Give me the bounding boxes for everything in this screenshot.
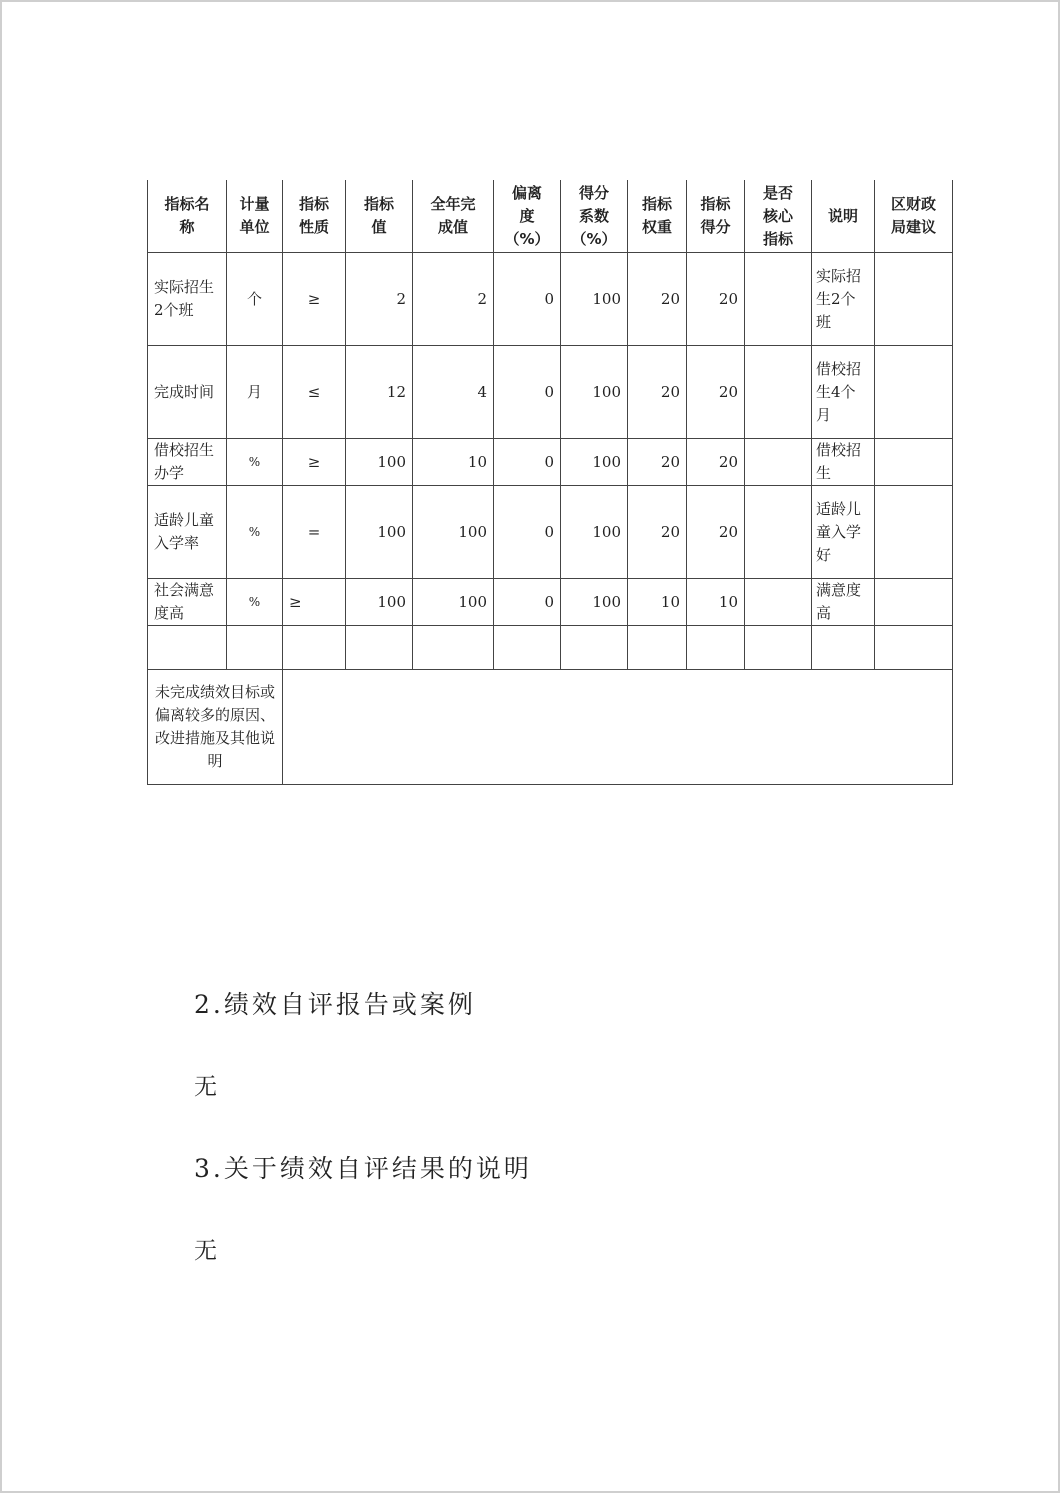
row-nature-cell: = bbox=[283, 486, 346, 579]
empty-cell bbox=[875, 626, 953, 670]
column-header-line: 指标 bbox=[700, 195, 731, 213]
row-nature-cell: ≥ bbox=[283, 439, 346, 486]
column-header-line: 指标 bbox=[363, 195, 394, 213]
column-header-line: 指标名 bbox=[164, 195, 210, 213]
column-header bbox=[687, 180, 745, 253]
row-note-cell: 借校招生4个月 bbox=[812, 346, 875, 439]
empty-cell bbox=[628, 626, 687, 670]
row-score-cell: 20 bbox=[687, 439, 745, 486]
column-header-line: 系数 bbox=[578, 206, 609, 225]
empty-cell bbox=[494, 626, 561, 670]
row-actual-cell: 10 bbox=[413, 439, 494, 486]
table-row bbox=[148, 253, 953, 346]
row-unit-cell: % bbox=[227, 439, 283, 486]
empty-cell bbox=[561, 626, 628, 670]
column-header-line: 指标 bbox=[762, 229, 793, 248]
column-header bbox=[346, 180, 413, 253]
row-deviation-cell: 0 bbox=[494, 439, 561, 486]
table-row bbox=[148, 346, 953, 439]
column-header-line: （%） bbox=[504, 229, 550, 248]
row-weight-cell: 20 bbox=[628, 346, 687, 439]
column-header bbox=[812, 180, 875, 253]
column-header-line: 性质 bbox=[298, 218, 329, 236]
row-unit-cell: % bbox=[227, 579, 283, 626]
row-name-cell: 适龄儿童入学率 bbox=[148, 486, 227, 579]
section-body-2: 无 bbox=[194, 1074, 217, 1100]
row-deviation-cell: 0 bbox=[494, 486, 561, 579]
row-core-cell bbox=[745, 253, 812, 346]
row-note-cell: 适龄儿童入学好 bbox=[812, 486, 875, 579]
row-coefficient-cell: 100 bbox=[561, 486, 628, 579]
row-weight-cell: 10 bbox=[628, 579, 687, 626]
row-score-cell: 20 bbox=[687, 253, 745, 346]
row-deviation-cell: 0 bbox=[494, 346, 561, 439]
column-header-line: 单位 bbox=[239, 218, 270, 236]
row-suggestion-cell bbox=[875, 486, 953, 579]
table-header-row bbox=[148, 180, 953, 253]
column-header-line: 度 bbox=[519, 206, 535, 225]
column-header-line: 局建议 bbox=[890, 218, 936, 236]
row-unit-cell: % bbox=[227, 486, 283, 579]
column-header-line: 是否 bbox=[762, 183, 793, 202]
table-row bbox=[148, 486, 953, 579]
empty-cell bbox=[148, 626, 227, 670]
column-header-line: 值 bbox=[371, 218, 387, 236]
row-name-cell: 完成时间 bbox=[148, 346, 227, 439]
row-coefficient-cell: 100 bbox=[561, 253, 628, 346]
column-header bbox=[494, 180, 561, 253]
column-header bbox=[875, 180, 953, 253]
section-body-3: 无 bbox=[194, 1238, 217, 1264]
row-note-cell: 实际招生2个班 bbox=[812, 253, 875, 346]
column-header bbox=[413, 180, 494, 253]
row-actual-cell: 4 bbox=[413, 346, 494, 439]
empty-cell bbox=[413, 626, 494, 670]
row-deviation-cell: 0 bbox=[494, 579, 561, 626]
table-footer-row bbox=[148, 670, 953, 785]
empty-cell bbox=[812, 626, 875, 670]
row-core-cell bbox=[745, 346, 812, 439]
row-coefficient-cell: 100 bbox=[561, 346, 628, 439]
column-header-line: 计量 bbox=[239, 195, 270, 213]
column-header-line: 说明 bbox=[827, 206, 858, 225]
row-actual-cell: 2 bbox=[413, 253, 494, 346]
row-core-cell bbox=[745, 439, 812, 486]
column-header bbox=[745, 180, 812, 253]
row-name-cell: 借校招生办学 bbox=[148, 439, 227, 486]
row-weight-cell: 20 bbox=[628, 253, 687, 346]
column-header bbox=[628, 180, 687, 253]
row-coefficient-cell: 100 bbox=[561, 579, 628, 626]
row-nature-cell: ≥ bbox=[283, 253, 346, 346]
table-row bbox=[148, 439, 953, 486]
table-empty-row bbox=[148, 626, 953, 670]
row-score-cell: 20 bbox=[687, 346, 745, 439]
row-actual-cell: 100 bbox=[413, 579, 494, 626]
column-header-line: 得分 bbox=[700, 218, 731, 236]
row-note-cell: 借校招生 bbox=[812, 439, 875, 486]
column-header-line: 偏离 bbox=[511, 183, 542, 202]
table-row bbox=[148, 579, 953, 626]
row-deviation-cell: 0 bbox=[494, 253, 561, 346]
row-value-cell: 2 bbox=[346, 253, 413, 346]
row-value-cell: 100 bbox=[346, 486, 413, 579]
column-header bbox=[561, 180, 628, 253]
column-header bbox=[148, 180, 227, 253]
row-score-cell: 10 bbox=[687, 579, 745, 626]
row-unit-cell: 月 bbox=[227, 346, 283, 439]
column-header-line: 指标 bbox=[641, 195, 672, 213]
row-name-cell: 实际招生2个班 bbox=[148, 253, 227, 346]
row-coefficient-cell: 100 bbox=[561, 439, 628, 486]
row-weight-cell: 20 bbox=[628, 486, 687, 579]
row-note-cell: 满意度高 bbox=[812, 579, 875, 626]
row-core-cell bbox=[745, 486, 812, 579]
column-header-line: 称 bbox=[179, 218, 195, 236]
footer-value bbox=[283, 670, 953, 785]
row-score-cell: 20 bbox=[687, 486, 745, 579]
row-nature-cell: ≤ bbox=[283, 346, 346, 439]
row-suggestion-cell bbox=[875, 579, 953, 626]
row-suggestion-cell bbox=[875, 439, 953, 486]
section-title-2: 2.绩效自评报告或案例 bbox=[194, 990, 476, 1019]
column-header-line: 核心 bbox=[762, 206, 793, 225]
row-unit-cell: 个 bbox=[227, 253, 283, 346]
row-nature-cell: ≥ bbox=[283, 579, 346, 626]
footer-label: 未完成绩效目标或偏离较多的原因、改进措施及其他说明 bbox=[148, 670, 283, 785]
empty-cell bbox=[227, 626, 283, 670]
column-header-line: （%） bbox=[571, 229, 617, 248]
row-value-cell: 12 bbox=[346, 346, 413, 439]
empty-cell bbox=[745, 626, 812, 670]
column-header-line: 成值 bbox=[437, 218, 468, 236]
performance-table bbox=[147, 180, 953, 785]
empty-cell bbox=[687, 626, 745, 670]
row-weight-cell: 20 bbox=[628, 439, 687, 486]
row-name-cell: 社会满意度高 bbox=[148, 579, 227, 626]
column-header bbox=[283, 180, 346, 253]
row-suggestion-cell bbox=[875, 346, 953, 439]
column-header-line: 全年完 bbox=[430, 195, 476, 213]
row-value-cell: 100 bbox=[346, 579, 413, 626]
column-header bbox=[227, 180, 283, 253]
row-actual-cell: 100 bbox=[413, 486, 494, 579]
empty-cell bbox=[283, 626, 346, 670]
row-suggestion-cell bbox=[875, 253, 953, 346]
row-core-cell bbox=[745, 579, 812, 626]
column-header-line: 权重 bbox=[641, 218, 672, 236]
column-header-line: 区财政 bbox=[890, 195, 936, 213]
section-title-3: 3.关于绩效自评结果的说明 bbox=[194, 1154, 532, 1183]
row-value-cell: 100 bbox=[346, 439, 413, 486]
column-header-line: 指标 bbox=[298, 195, 329, 213]
column-header-line: 得分 bbox=[578, 183, 609, 202]
empty-cell bbox=[346, 626, 413, 670]
